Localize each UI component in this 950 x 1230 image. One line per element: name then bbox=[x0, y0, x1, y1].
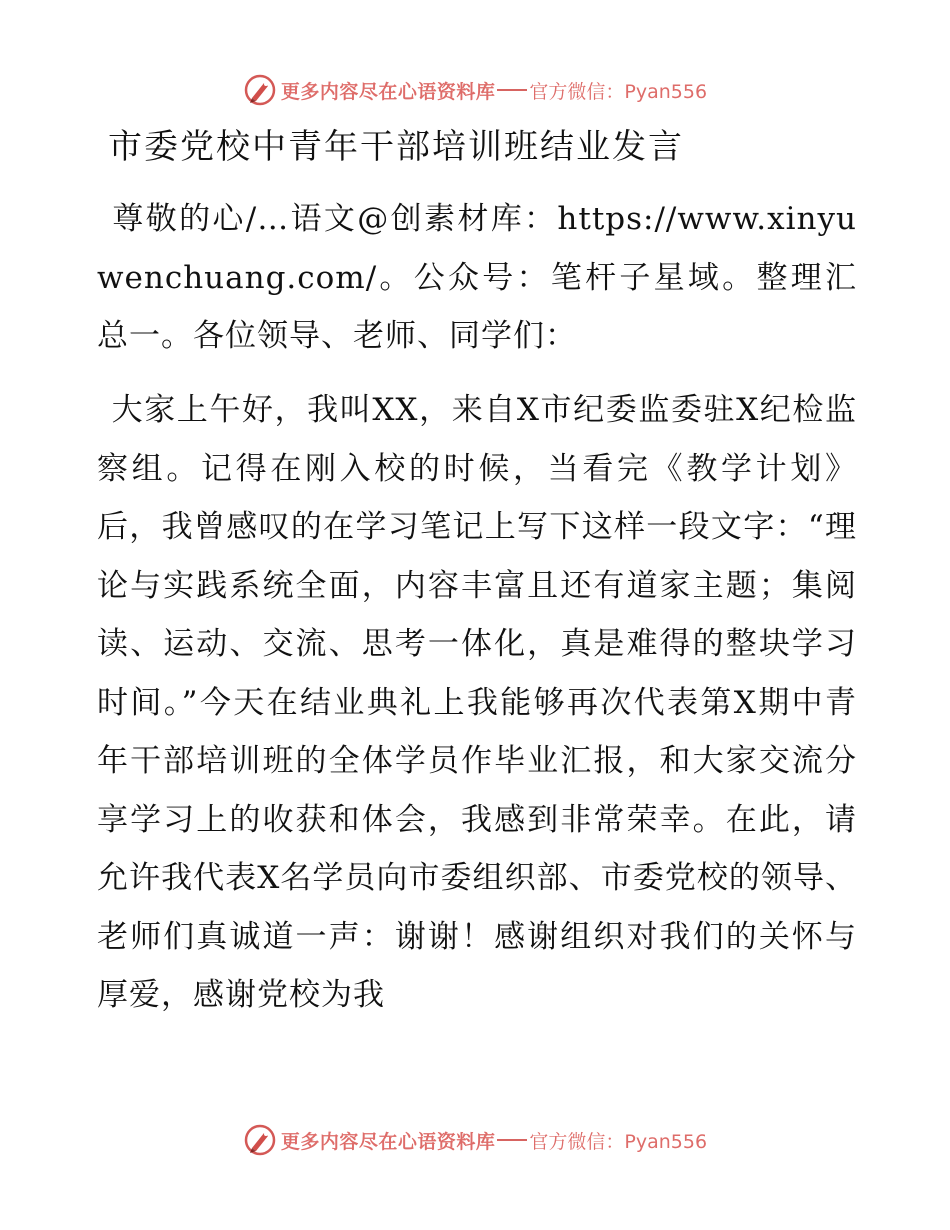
watermark-site-text: 更多内容尽在心语资料库 bbox=[280, 1130, 496, 1153]
watermark-wechat-text: 官方微信：Pyan556 bbox=[529, 1130, 708, 1153]
watermark-dash bbox=[497, 1139, 527, 1141]
watermark-header bbox=[0, 70, 950, 110]
paragraph-salutation bbox=[97, 190, 857, 366]
paragraph-text: 大家上午好，我叫XX，来自X市纪委监委驻X纪检监察组。记得在刚入校的时候，当看完《教学计划》后，我曾感叹的在学习笔记上写下这样一段文字：“理论与实践系统全面，内容丰富且还有道家主题；集阅读、运动、交流、思考一体化，真是难得的整块学习时间。”今天在结业典礼上我能够再次代表第X期中青年干部培训班的全体学员作毕业汇报，和大家交流分享学习上的收获和体会，我感到非常荣幸。在此，请允许我代表X名学员向市委组织部、市委党校的领导、老师们真诚道一声：谢谢！感谢组织对我们的关怀与厚爱，感谢党校为我 bbox=[97, 392, 857, 1013]
watermark-site-text: 更多内容尽在心语资料库 bbox=[280, 80, 496, 103]
pen-logo-icon bbox=[243, 73, 277, 107]
paragraph-body bbox=[97, 381, 857, 1025]
watermark-wechat-text: 官方微信：Pyan556 bbox=[529, 80, 708, 103]
watermark-dash bbox=[497, 89, 527, 91]
watermark-footer bbox=[0, 1120, 950, 1160]
document-title: 市委党校中青年干部培训班结业发言 bbox=[108, 127, 684, 167]
pen-logo-icon bbox=[243, 1123, 277, 1157]
paragraph-text: 尊敬的心/…语文@创素材库：https://www.xinyuwenchuang.com/。公众号：笔杆子星域。整理汇总一。各位领导、老师、同学们： bbox=[97, 201, 857, 354]
